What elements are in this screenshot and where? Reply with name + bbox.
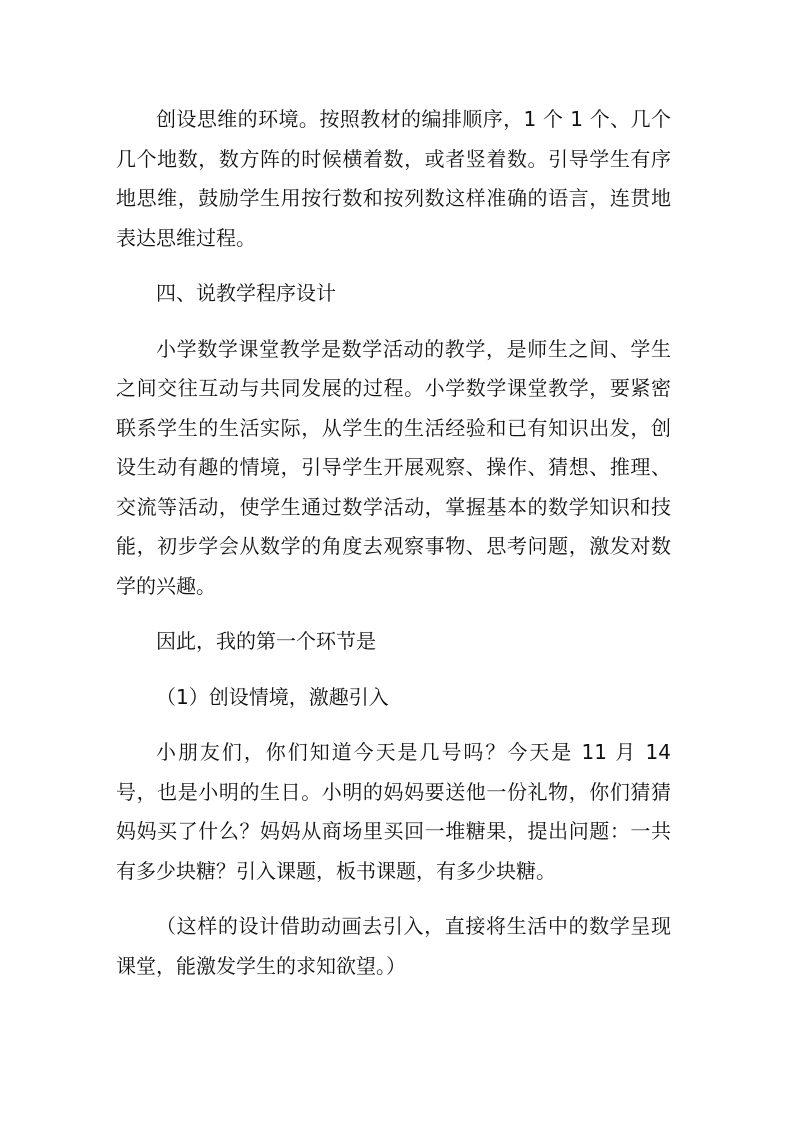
subheading-create-scenario: （1）创设情境，激趣引入 — [156, 684, 389, 709]
document-body — [116, 100, 671, 986]
paragraph-scenario-story: 小朋友们，你们知道今天是几号吗？今天是 11 月 14 号，也是小明的生日。小明的妈妈要送他一份礼物，你们猜猜妈妈买了什么？妈妈从商场里买回一堆糖果，提出问题：一共有多少块糖？引入课题，板书课题，有多少块糖。 — [116, 740, 671, 883]
paragraph-design-note: （这样的设计借助动画去引入，直接将生活中的数学呈现课堂，能激发学生的求知欲望。） — [116, 914, 671, 978]
paragraph-classroom-teaching: 小学数学课堂教学是数学活动的教学，是师生之间、学生之间交往互动与共同发展的过程。小学数学课堂教学，要紧密联系学生的生活实际，从学生的生活经验和已有知识出发，创设生动有趣的情境，引导学生开展观察、操作、猜想、推理、交流等活动，使学生通过数学活动，掌握基本的数学知识和技能，初步学会从数学的角度去观察事物、思考问题，激发对数学的兴趣。 — [116, 336, 671, 598]
paragraph-thinking-environment: 创设思维的环境。按照教材的编排顺序，1 个 1 个、几个几个地数，数方阵的时候横着数，或者竖着数。引导学生有序地思维，鼓励学生用按行数和按列数这样准确的语言，连贯地表达思维过程。 — [116, 107, 671, 250]
section-heading-teaching-procedure: 四、说教学程序设计 — [156, 281, 336, 305]
paragraph-first-step-intro: 因此，我的第一个环节是 — [156, 629, 376, 653]
